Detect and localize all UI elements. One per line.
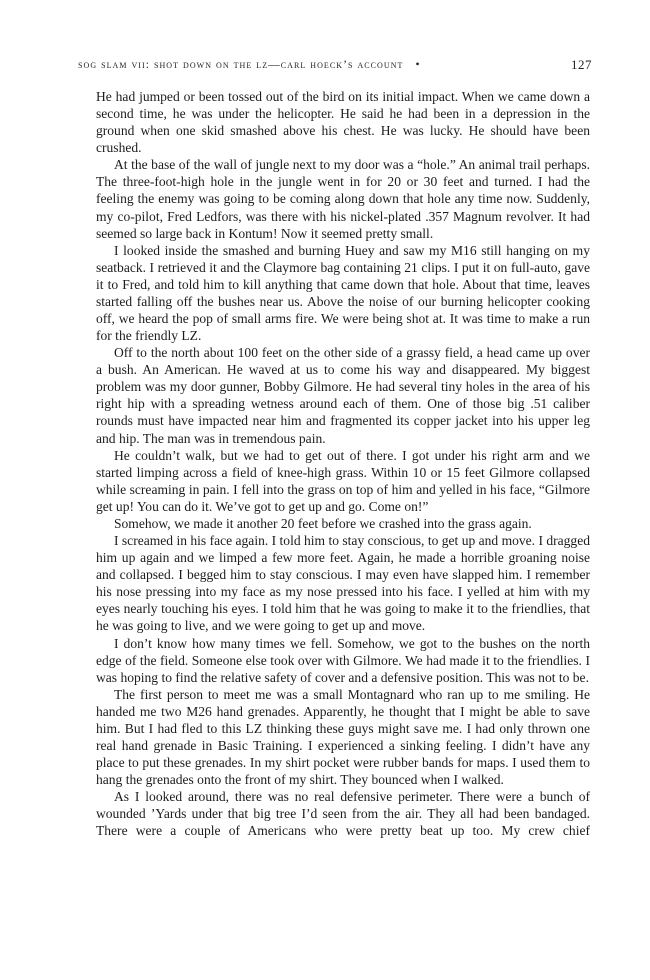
paragraph: He couldn’t walk, but we had to get out of there. I got under his right arm and we started limping across a field of knee-high grass. Within 10 or 15 feet Gilmore collapsed while screaming in pain. I fell into the grass on top of him and yelled in his face, “Gilmore get up! You can do it. We’ve got to get up and go. Come on!” bbox=[96, 447, 590, 514]
page-number: 127 bbox=[571, 57, 592, 72]
running-head bbox=[78, 57, 592, 73]
paragraph: I looked inside the smashed and burning Huey and saw my M16 still hanging on my seatback. I retrieved it and the Claymore bag containing 21 clips. I put it on full-auto, gave it to Fred, and told him to kill anything that came down that hole. About that time, leaves started falling off the bushes near us. Above the noise of our burning helicopter cooking off, we heard the pop of small arms fire. We were being shot at. It was time to make a run for the friendly LZ. bbox=[96, 242, 590, 344]
chapter-title: sog slam vii: shot down on the lz—carl hoeck’s account bbox=[78, 58, 404, 71]
paragraph: He had jumped or been tossed out of the bird on its initial impact. When we came down a second time, he was under the helicopter. He said he had been in a depression in the ground when one skid smashed above his chest. He was lucky. He should have been crushed. bbox=[96, 89, 590, 156]
body-text bbox=[96, 88, 590, 839]
paragraph: At the base of the wall of jungle next to my door was a “hole.” An animal trail perhaps. The three-foot-high hole in the jungle went in for 20 or 30 feet and turned. I had the feeling the enemy was going to be coming along down that hole any time now. Suddenly, my co-pilot, Fred Ledfors, was there with his nickel-plated .357 Magnum revolver. It had seemed so large back in Kontum! Now it seemed pretty small. bbox=[96, 157, 590, 241]
paragraph: I screamed in his face again. I told him to stay conscious, to get up and move. I dragged him up again and we limped a few more feet. Again, he made a horrible groaning noise and collapsed. I begged him to stay conscious. I may even have slapped him. I remember his nose pressing into my face as my nose pressed into his face. I yelled at him with my eyes nearly touching his eyes. I told him that he was going to make it to the friendlies, that he was going to live, and we were going to get up and move. bbox=[96, 533, 590, 634]
paragraph: As I looked around, there was no real defensive perimeter. There were a bunch of wounded ’Yards under that big tree I’d seen from the air. They all had been bandaged. There were a couple of Americans who were pretty beat up too. My crew chief bbox=[96, 789, 590, 839]
header-bullet: • bbox=[415, 58, 421, 71]
paragraph: Somehow, we made it another 20 feet before we crashed into the grass again. bbox=[114, 515, 532, 531]
paragraph: The first person to meet me was a small Montagnard who ran up to me smiling. He handed me two M26 hand grenades. Apparently, he thought that I might be able to save him. But I had fled to this LZ thinking these guys might save me. I had only thrown one real hand grenade in Basic Training. I experienced a sinking feeling. I didn’t have any place to put these grenades. In my shirt pocket were rubber bands for maps. I used them to hang the grenades onto the front of my shirt. They bounced when I walked. bbox=[96, 686, 590, 788]
paragraph: Off to the north about 100 feet on the other side of a grassy field, a head came up over a bush. An American. He waved at us to come his way and disappeared. My biggest problem was my door gunner, Bobby Gilmore. He had several tiny holes in the area of his right hip with a spreading wetness around each of them. One of those big .51 caliber rounds must have impacted near him and fragmented its copper jacket into his upper leg and hip. The man was in tremendous pain. bbox=[96, 345, 590, 446]
paragraph: I don’t know how many times we fell. Somehow, we got to the bushes on the north edge of the field. Someone else took over with Gilmore. We had made it to the friendlies. I was hoping to find the relative safety of cover and a defensive position. This was not to be. bbox=[96, 635, 590, 685]
